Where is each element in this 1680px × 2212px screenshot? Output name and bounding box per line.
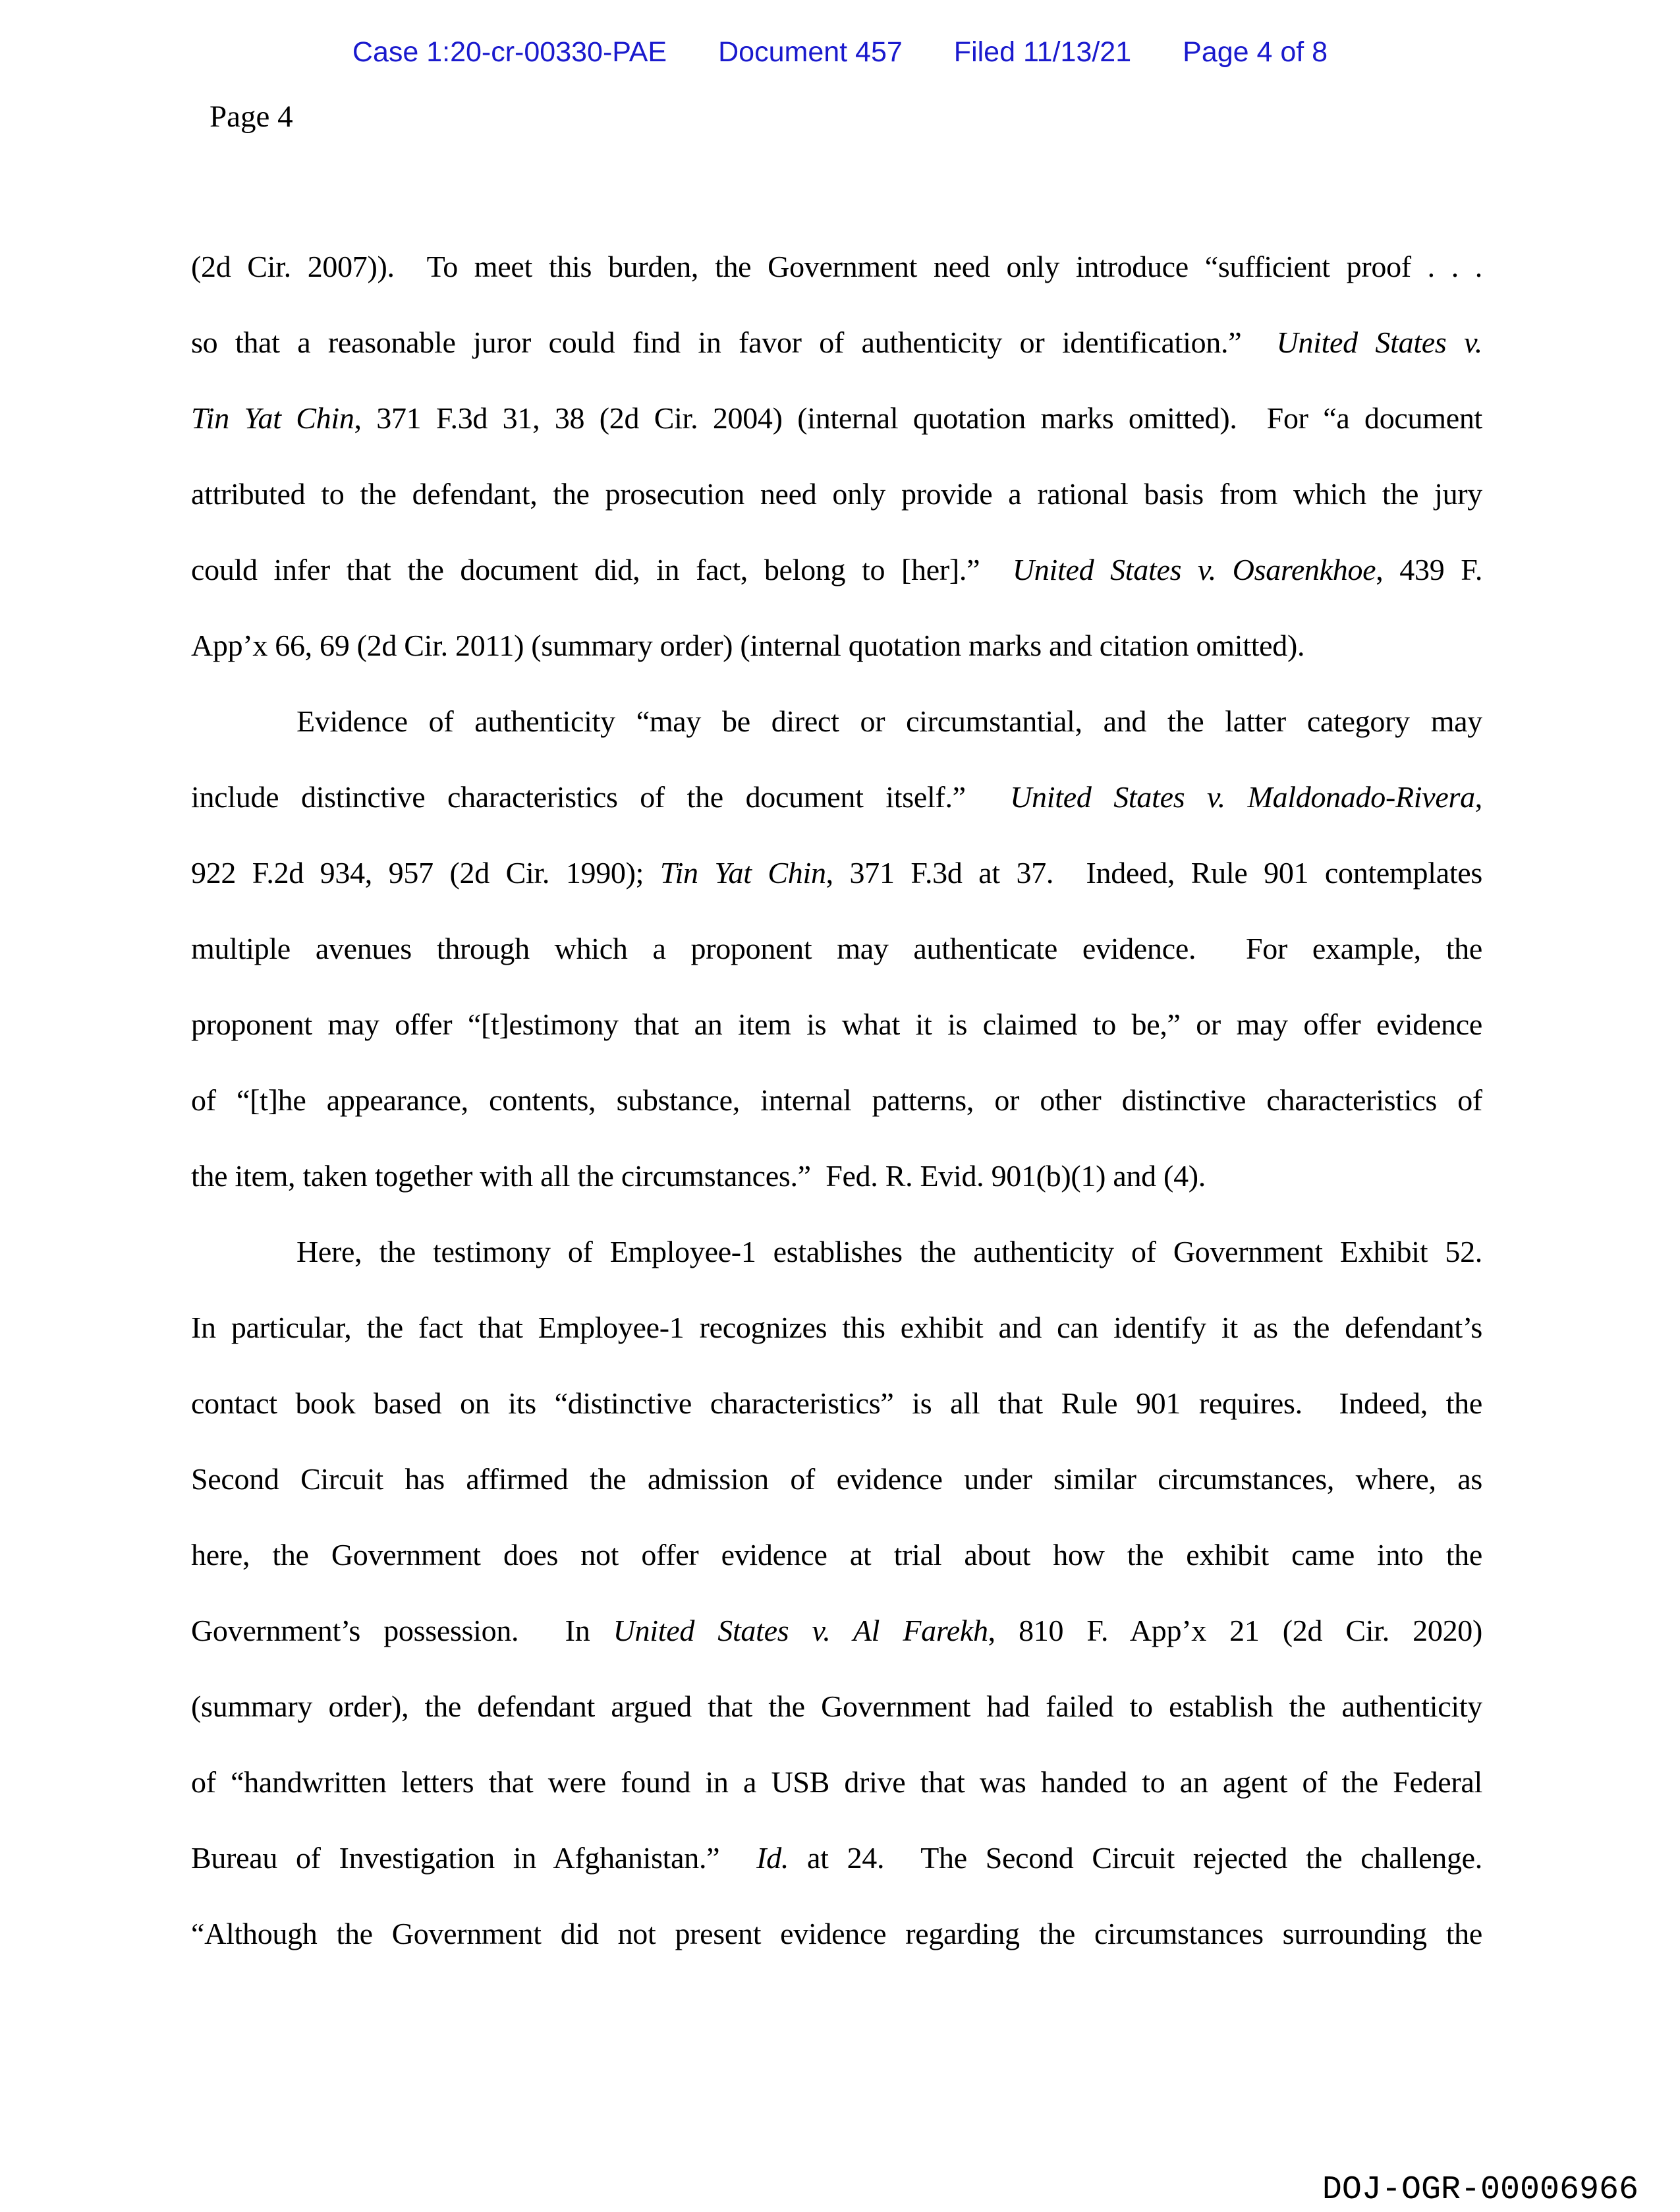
body-run: could infer that the document did, in fact, belong to [her].” xyxy=(191,553,1013,586)
citation-italic-text: Id. xyxy=(756,1841,789,1875)
body-run: here, the Government does not offer evidence at trial about how the exhibit came into the xyxy=(191,1538,1482,1572)
body-run: at 24. The Second Circuit rejected the challenge. xyxy=(789,1841,1482,1875)
body-line xyxy=(191,1290,1482,1365)
ecf-case-number: Case 1:20-cr-00330-PAE xyxy=(352,36,667,68)
citation-italic-text: Tin Yat Chin xyxy=(191,401,354,435)
body-run: attributed to the defendant, the prosecution need only provide a rational basis from which the jury xyxy=(191,477,1482,511)
ecf-header-stamp xyxy=(0,36,1680,69)
body-line xyxy=(191,1668,1482,1744)
citation-italic-text: United States v. xyxy=(1276,326,1482,359)
citation-italic-text: United States v. Maldonado-Rivera xyxy=(1010,780,1475,814)
bates-stamp: DOJ-OGR-00006966 xyxy=(1322,2171,1638,2209)
citation-italic-text: United States v. Osarenkhoe xyxy=(1012,553,1376,586)
citation-italic-text: Tin Yat Chin xyxy=(659,856,826,890)
body-run: contact book based on its “distinctive characteristics” is all that Rule 901 requires. Indeed, the xyxy=(191,1386,1482,1420)
body-run: , 371 F.3d 31, 38 (2d Cir. 2004) (internal quotation marks omitted). For “a document xyxy=(354,401,1482,435)
body-run: “Although the Government did not present evidence regarding the circumstances surrounding the xyxy=(191,1917,1482,1950)
body-run: of “[t]he appearance, contents, substance, internal patterns, or other distinctive characteristics of xyxy=(191,1083,1482,1117)
body-text xyxy=(191,229,1482,1971)
body-line xyxy=(191,1138,1482,1214)
body-line xyxy=(191,456,1482,532)
body-run: Bureau of Investigation in Afghanistan.” xyxy=(191,1841,757,1875)
body-run: App’x 66, 69 (2d Cir. 2011) (summary order) (internal quotation marks and citation omitted). xyxy=(191,629,1305,662)
body-line xyxy=(191,1214,1482,1290)
body-run: Second Circuit has affirmed the admission of evidence under similar circumstances, where, as xyxy=(191,1462,1482,1496)
body-line xyxy=(191,835,1482,911)
body-line xyxy=(191,1744,1482,1820)
body-run: proponent may offer “[t]estimony that an item is what it is claimed to be,” or may offer evidence xyxy=(191,1007,1482,1041)
body-run: , 439 F. xyxy=(1376,553,1482,586)
body-line xyxy=(191,380,1482,456)
body-line xyxy=(191,683,1482,759)
body-run: the item, taken together with all the circumstances.” Fed. R. Evid. 901(b)(1) and (4). xyxy=(191,1159,1206,1193)
body-line xyxy=(191,1365,1482,1441)
body-run: , xyxy=(1474,780,1482,814)
ecf-filed-date: Filed 11/13/21 xyxy=(953,36,1132,68)
body-line xyxy=(191,304,1482,380)
body-run: so that a reasonable juror could find in favor of authenticity or identification.” xyxy=(191,326,1277,359)
body-line xyxy=(191,229,1482,304)
body-line xyxy=(191,608,1482,683)
body-run: (2d Cir. 2007)). To meet this burden, the Government need only introduce “sufficient proof . . . xyxy=(191,250,1482,283)
body-run: In particular, the fact that Employee-1 recognizes this exhibit and can identify it as the defendant’s xyxy=(191,1311,1482,1344)
ecf-page-count: Page 4 of 8 xyxy=(1183,36,1328,68)
body-line xyxy=(191,986,1482,1062)
body-line xyxy=(191,1517,1482,1593)
body-line xyxy=(191,1820,1482,1896)
body-run: , 810 F. App’x 21 (2d Cir. 2020) xyxy=(988,1614,1482,1647)
body-run: of “handwritten letters that were found in a USB drive that was handed to an agent of the Federal xyxy=(191,1765,1482,1799)
body-run: multiple avenues through which a proponent may authenticate evidence. For example, the xyxy=(191,932,1482,965)
body-run: (summary order), the defendant argued that the Government had failed to establish the authenticity xyxy=(191,1689,1482,1723)
body-run: Evidence of authenticity “may be direct or circumstantial, and the latter category may xyxy=(296,704,1482,738)
body-line xyxy=(191,1062,1482,1138)
body-run: Here, the testimony of Employee-1 establishes the authenticity of Government Exhibit 52. xyxy=(296,1235,1482,1268)
page-number-label: Page 4 xyxy=(210,99,293,134)
body-line xyxy=(191,1593,1482,1668)
body-line xyxy=(191,1896,1482,1971)
body-run: 922 F.2d 934, 957 (2d Cir. 1990); xyxy=(191,856,660,890)
body-run: Government’s possession. In xyxy=(191,1614,613,1647)
body-line xyxy=(191,759,1482,835)
body-run: include distinctive characteristics of the document itself.” xyxy=(191,780,1011,814)
body-run: , 371 F.3d at 37. Indeed, Rule 901 contemplates xyxy=(826,856,1482,890)
citation-italic-text: United States v. Al Farekh xyxy=(613,1614,988,1647)
body-line xyxy=(191,1441,1482,1517)
body-line xyxy=(191,911,1482,986)
body-line xyxy=(191,532,1482,608)
ecf-document-number: Document 457 xyxy=(718,36,903,68)
